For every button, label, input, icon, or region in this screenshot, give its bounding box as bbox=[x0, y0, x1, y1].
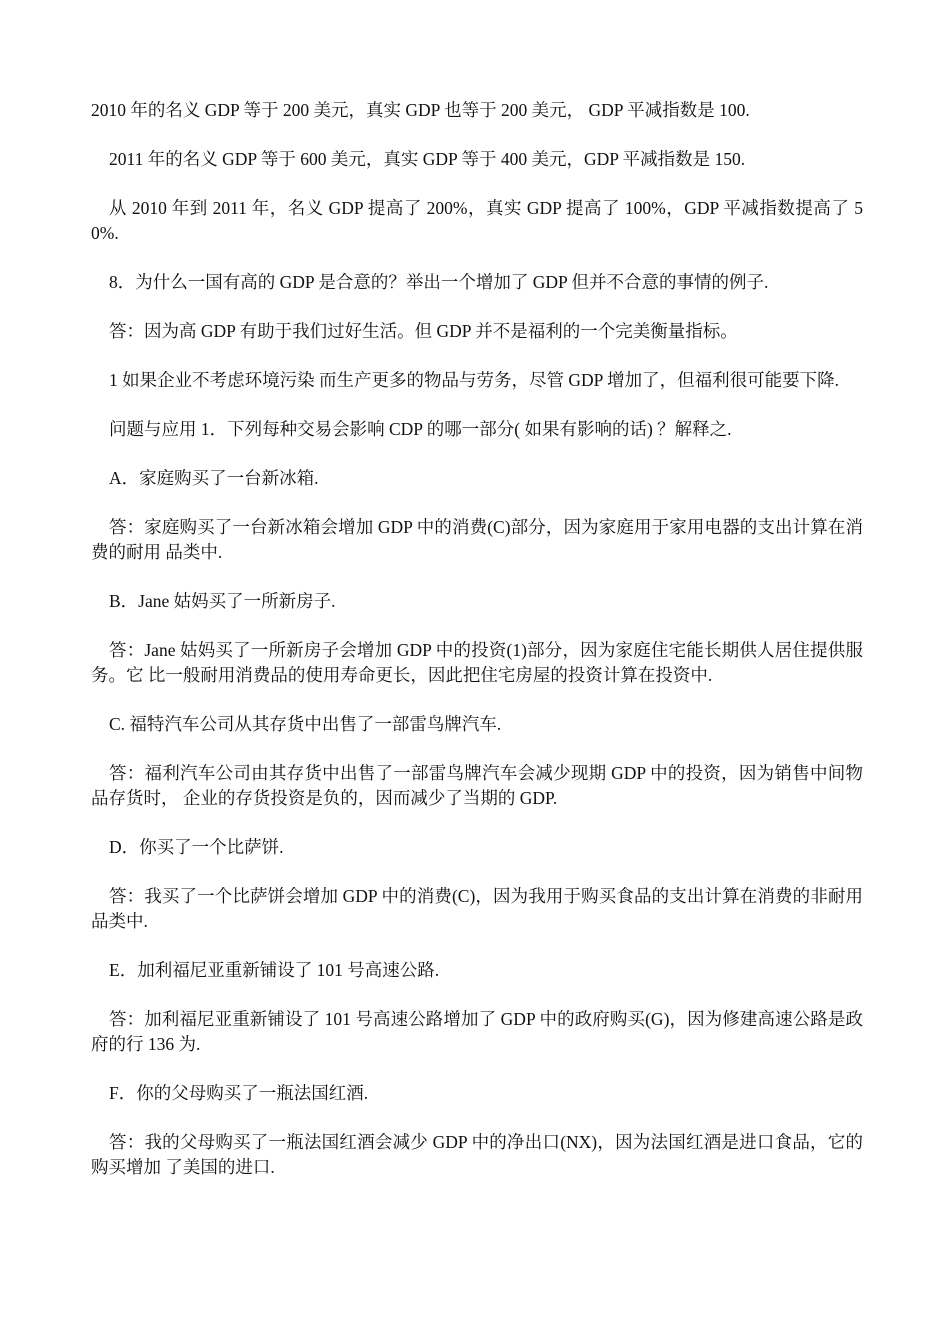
item-c: C. 福特汽车公司从其存货中出售了一部雷鸟牌汽车. bbox=[109, 714, 502, 734]
paragraph-gdp-growth: 从 2010 年到 2011 年，名义 GDP 提高了 200%，真实 GDP 提高了 100%，GDP 平减指数提高了 50%. bbox=[91, 198, 863, 243]
answer-a: 答：家庭购买了一台新冰箱会增加 GDP 中的消费(C)部分，因为家庭用于家用电器的支出计算在消费的耐用 品类中. bbox=[91, 517, 863, 562]
answer-b: 答：Jane 姑妈买了一所新房子会增加 GDP 中的投资(1)部分，因为家庭住宅能长期供人居住提供服务。它 比一般耐用消费品的使用寿命更长，因此把住宅房屋的投资计算在投资中. bbox=[91, 640, 863, 685]
document-body bbox=[91, 98, 863, 1204]
answer-e: 答：加利福尼亚重新铺设了 101 号高速公路增加了 GDP 中的政府购买(G)，因为修建高速公路是政府的行 136 为. bbox=[91, 1009, 863, 1054]
item-a: A．家庭购买了一台新冰箱. bbox=[109, 468, 319, 488]
problems-heading: 问题与应用 1．下列每种交易会影响 CDP 的哪一部分( 如果有影响的话) ？解释之. bbox=[109, 419, 732, 439]
item-f: F．你的父母购买了一瓶法国红酒. bbox=[109, 1083, 369, 1103]
item-e: E．加利福尼亚重新铺设了 101 号高速公路. bbox=[109, 960, 440, 980]
paragraph-2011-gdp: 2011 年的名义 GDP 等于 600 美元，真实 GDP 等于 400 美元，GDP 平减指数是 150. bbox=[109, 149, 746, 169]
answer-c: 答：福利汽车公司由其存货中出售了一部雷鸟牌汽车会减少现期 GDP 中的投资，因为销售中间物品存货时， 企业的存货投资是负的，因而减少了当期的 GDP. bbox=[91, 763, 863, 808]
item-d: D．你买了一个比萨饼. bbox=[109, 837, 284, 857]
item-b: B．Jane 姑妈买了一所新房子. bbox=[109, 591, 336, 611]
question-8: 8．为什么一国有高的 GDP 是合意的？举出一个增加了 GDP 但并不合意的事情的例子. bbox=[109, 272, 769, 292]
answer-8-example: 1 如果企业不考虑环境污染 而生产更多的物品与劳务，尽管 GDP 增加了，但福利很可能要下降. bbox=[109, 370, 839, 390]
answer-f: 答：我的父母购买了一瓶法国红酒会减少 GDP 中的净出口(NX)，因为法国红酒是进口食品，它的购买增加 了美国的进口. bbox=[91, 1132, 863, 1177]
answer-8: 答：因为高 GDP 有助于我们过好生活。但 GDP 并不是福利的一个完美衡量指标。 bbox=[109, 321, 738, 341]
paragraph-2010-gdp: 2010 年的名义 GDP 等于 200 美元，真实 GDP 也等于 200 美元， GDP 平减指数是 100. bbox=[91, 100, 750, 120]
answer-d: 答：我买了一个比萨饼会增加 GDP 中的消费(C)，因为我用于购买食品的支出计算在消费的非耐用品类中. bbox=[91, 886, 863, 931]
